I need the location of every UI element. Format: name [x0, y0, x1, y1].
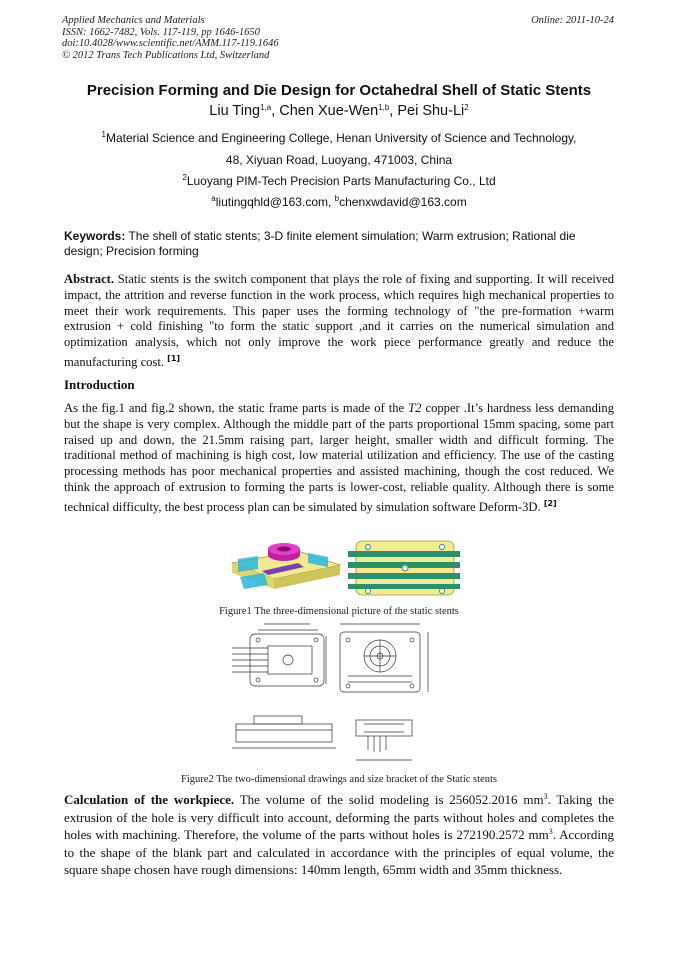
figure-2-caption: Figure2 The two-dimensional drawings and size bracket of the Static stents — [181, 774, 497, 785]
affiliation-1-address: 48, Xiyuan Road, Luoyang, 471003, China — [225, 153, 453, 167]
author-1: Liu Ting — [209, 103, 261, 119]
calculation-label: Calculation of the workpiece. — [64, 792, 235, 807]
keywords-text: The shell of static stents; 3-D finite element simulation; Warm extrusion; Rational die design; Precision forming — [64, 229, 576, 258]
figure-1 — [228, 537, 468, 599]
calc-part-1: The volume of the solid modeling is 256052.2016 mm — [234, 792, 544, 807]
email-b[interactable]: chenxwdavid@163.com — [339, 195, 467, 209]
journal-doi: doi:10.4028/www.scientific.net/AMM.117-119.1646 — [62, 38, 279, 49]
calc-sup-1: 3 — [543, 792, 548, 801]
part-3d-top-view — [348, 541, 460, 595]
journal-copyright: © 2012 Trans Tech Publications Ltd, Switzerland — [62, 49, 270, 61]
calc-part-3: . According to the shape of the blank part and calculated in accordance with the principles of equal volume, the square shape chosen have rough dimensions: 140mm length, 65mm width and 35mm thickness. — [64, 827, 614, 878]
drawing-top-view — [232, 624, 326, 686]
abstract — [64, 272, 614, 371]
author-1-sup: 1,a — [260, 103, 272, 112]
intro-part-1: As the fig.1 and fig.2 shown, the static frame parts is made of the — [64, 401, 409, 415]
intro-citation: [2] — [543, 498, 557, 508]
journal-header — [62, 15, 279, 61]
figure-2 — [228, 620, 460, 770]
author-emails — [0, 195, 678, 209]
keywords — [64, 229, 614, 259]
aff1-text: Material Science and Engineering College, Henan University of Science and Technology, — [105, 131, 577, 145]
affiliation-2 — [0, 174, 678, 188]
journal-name: Applied Mechanics and Materials — [62, 15, 205, 26]
keywords-label: Keywords: — [64, 229, 126, 243]
aff2-text: Luoyang PIM-Tech Precision Parts Manufacturing Co., Ltd — [186, 174, 496, 188]
email-a[interactable]: liutingqhld@163.com, — [215, 195, 335, 209]
author-3: , Pei Shu-Li — [389, 103, 465, 119]
drawing-side-view — [232, 716, 336, 748]
online-date: Online: 2011-10-24 — [531, 15, 614, 26]
author-2: , Chen Xue-Wen — [271, 103, 379, 119]
intro-part-2: copper .It’s hardness less demanding but the shape is very complex. Although the middle part of the parts proportional 15mm spacing, some part raised up and down, the 21.5mm raising part, larger height, smaller width and difficult forming. The traditional method of machining is high cost, low material utilization and efficiency. The use of the casting processing methods has poor mechanical properties and assisted machining, though the cost reduced. We think the approach of extrusion to forming the parts is lower-cost, reliable quality. Although there is some technical difficulty, the best process plan can be simulated by simulation software Deform-3D. — [64, 401, 614, 514]
author-2-sup: 1,b — [378, 103, 390, 112]
part-3d-isometric-view — [232, 543, 340, 589]
abstract-text: Static stents is the switch component that plays the role of fixing and supporting. It will received impact, the attrition and reverse function in the work process, which requires high mechanical properties to meet their work requirements. This paper uses the forming technology of "the pre-formation +warm extrusion + cold finishing "to form the static support ,and it carries on the numerical simulation and optimization analysis, which not only improve the work piece performance greatly and reduce the manufacturing cost. — [64, 272, 614, 369]
paper-title: Precision Forming and Die Design for Octahedral Shell of Static Stents — [86, 82, 592, 99]
introduction-heading: Introduction — [64, 377, 135, 392]
drawing-bottom-view — [356, 720, 412, 760]
intro-material: T2 — [408, 401, 422, 415]
journal-issn: ISSN: 1662-7482, Vols. 117-119, pp 1646-1650 — [62, 26, 260, 38]
drawing-front-view — [340, 624, 428, 692]
author-3-sup: 2 — [464, 103, 469, 112]
author-list — [0, 103, 678, 119]
email-a-sup: a — [211, 194, 216, 203]
calc-part-2: . Taking the extrusion of the hole is very difficult into account, deforming the parts without holes and completes the holes with machining. Therefore, the volume of the parts without holes is 272190.2572 mm — [64, 792, 614, 843]
abstract-label: Abstract. — [64, 272, 115, 286]
figure-1-caption: Figure1 The three-dimensional picture of the static stents — [219, 606, 459, 617]
affiliation-1 — [0, 131, 678, 145]
abstract-citation: [1] — [167, 353, 181, 363]
calc-sup-2: 3 — [548, 827, 553, 837]
aff1-sup: 1 — [101, 130, 106, 139]
calculation-paragraph — [64, 791, 614, 879]
email-b-sup: b — [334, 194, 340, 203]
aff2-sup: 2 — [182, 173, 187, 182]
introduction-text — [64, 401, 614, 516]
